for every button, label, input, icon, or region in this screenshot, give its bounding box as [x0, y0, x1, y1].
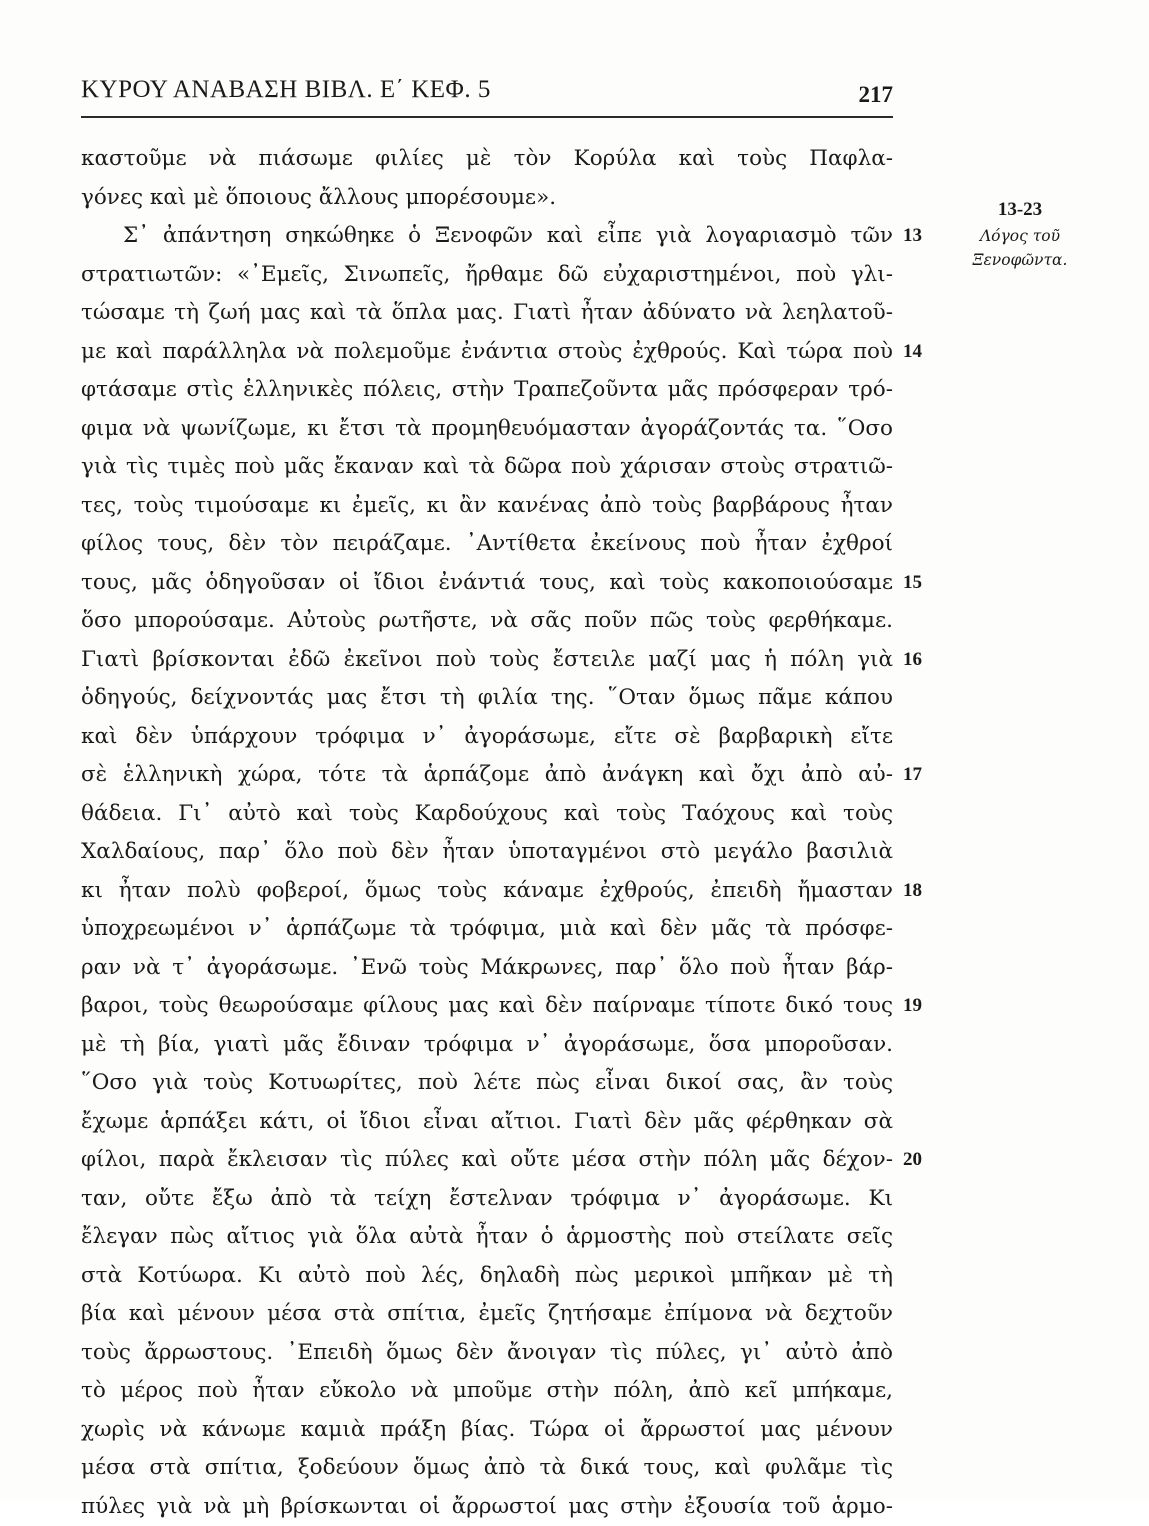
text-line: χωρὶς νὰ κάνωμε καμιὰ πράξη βίας. Τώρα οἱ ἄρρωστοί μας μένουν — [81, 1411, 893, 1450]
text-line: ὁδηγούς, δείχνοντάς μας ἔτσι τὴ φιλία της. ῞Οταν ὅμως πᾶμε κάπου — [81, 679, 893, 718]
text-line: Χαλδαίους, παρ᾿ ὅλο ποὺ δὲν ἦταν ὑποταγμένοι στὸ μεγάλο βασιλιὰ — [81, 833, 893, 872]
text-line: μὲ τὴ βία, γιατὶ μᾶς ἔδιναν τρόφιμα ν᾿ ἀγοράσωμε, ὅσα μποροῦσαν. — [81, 1026, 893, 1065]
text-line: τοὺς ἄρρωστους. ᾿Επειδὴ ὅμως δὲν ἄνοιγαν τὶς πύλες, γι᾿ αὐτὸ ἀπὸ — [81, 1334, 893, 1373]
section-number-19: 19 — [903, 987, 922, 1026]
side-note-title-line1: Λόγος τοῦ — [955, 224, 1085, 248]
side-note — [955, 196, 1085, 272]
text-line: σὲ ἑλληνικὴ χώρα, τότε τὰ ἁρπάζομε ἀπὸ ἀνάγκη καὶ ὄχι ἀπὸ αὐ- — [81, 756, 893, 795]
section-number-16: 16 — [903, 641, 922, 680]
text-line: βαροι, τοὺς θεωρούσαμε φίλους μας καὶ δὲν παίρναμε τίποτε δικό τους — [81, 987, 893, 1026]
text-line: βία καὶ μένουν μέσα στὰ σπίτια, ἐμεῖς ζητήσαμε ἐπίμονα νὰ δεχτοῦν — [81, 1295, 893, 1334]
text-line: ὅσο μπορούσαμε. Αὐτοὺς ρωτῆστε, νὰ σᾶς ποῦν πῶς τοὺς φερθήκαμε. — [81, 602, 893, 641]
side-note-title-line2: Ξενοφῶντα. — [955, 248, 1085, 272]
text-line: φίλος τους, δὲν τὸν πειράζαμε. ᾿Αντίθετα ἐκείνους ποὺ ἦταν ἐχθροί — [81, 525, 893, 564]
section-number-18: 18 — [903, 872, 922, 911]
text-line: καστοῦμε νὰ πιάσωμε φιλίες μὲ τὸν Κορύλα καὶ τοὺς Παφλα- — [81, 140, 893, 179]
text-line: γόνες καὶ μὲ ὅποιους ἄλλους μπορέσουμε». — [81, 179, 893, 218]
text-line: γιὰ τὶς τιμὲς ποὺ μᾶς ἔκαναν καὶ τὰ δῶρα ποὺ χάρισαν στοὺς στρατιῶ- — [81, 448, 893, 487]
text-line: καὶ δὲν ὑπάρχουν τρόφιμα ν᾿ ἀγοράσωμε, εἴτε σὲ βαρβαρικὴ εἴτε — [81, 718, 893, 757]
text-line: πύλες γιὰ νὰ μὴ βρίσκωνται οἱ ἄρρωστοί μας στὴν ἐξουσία τοῦ ἁρμο- — [81, 1488, 893, 1526]
text-line: Γιατὶ βρίσκονται ἐδῶ ἐκεῖνοι ποὺ τοὺς ἔστειλε μαζί μας ἡ πόλη γιὰ — [81, 641, 893, 680]
text-line: ῞Οσο γιὰ τοὺς Κοτυωρίτες, ποὺ λέτε πὼς εἶναι δικοί σας, ἂν τοὺς — [81, 1064, 893, 1103]
side-note-range: 13-23 — [955, 196, 1085, 224]
header-rule — [81, 116, 893, 118]
section-number-13: 13 — [903, 217, 922, 256]
text-line: μέσα στὰ σπίτια, ξοδεύουν ὅμως ἀπὸ τὰ δικά τους, καὶ φυλᾶμε τὶς — [81, 1449, 893, 1488]
text-line: Σ᾿ ἀπάντηση σηκώθηκε ὁ Ξενοφῶν καὶ εἶπε γιὰ λογαριασμὸ τῶν — [81, 217, 893, 256]
text-line: ταν, οὔτε ἔξω ἀπὸ τὰ τείχη ἔστελναν τρόφιμα ν᾿ ἀγοράσωμε. Κι — [81, 1180, 893, 1219]
text-line: στὰ Κοτύωρα. Κι αὐτὸ ποὺ λές, δηλαδὴ πὼς μερικοὶ μπῆκαν μὲ τὴ — [81, 1257, 893, 1296]
section-number-17: 17 — [903, 756, 922, 795]
text-line: φίλοι, παρὰ ἔκλεισαν τὶς πύλες καὶ οὔτε μέσα στὴν πόλη μᾶς δέχον- — [81, 1141, 893, 1180]
text-line: τώσαμε τὴ ζωή μας καὶ τὰ ὅπλα μας. Γιατὶ ἦταν ἀδύνατο νὰ λεηλατοῦ- — [81, 294, 893, 333]
text-line: με καὶ παράλληλα νὰ πολεμοῦμε ἐνάντια στοὺς ἐχθρούς. Καὶ τώρα ποὺ — [81, 333, 893, 372]
text-line: τους, μᾶς ὁδηγοῦσαν οἱ ἴδιοι ἐνάντιά τους, καὶ τοὺς κακοποιούσαμε — [81, 564, 893, 603]
section-number-20: 20 — [903, 1141, 922, 1180]
text-line: φιμα νὰ ψωνίζωμε, κι ἔτσι τὰ προμηθευόμασταν ἀγοράζοντάς τα. ῞Οσο — [81, 410, 893, 449]
text-line: ἔχωμε ἁρπάξει κάτι, οἱ ἴδιοι εἶναι αἴτιοι. Γιατὶ δὲν μᾶς φέρθηκαν σὰ — [81, 1103, 893, 1142]
text-line: ἔλεγαν πὼς αἴτιος γιὰ ὅλα αὐτὰ ἦταν ὁ ἁρμοστὴς ποὺ στείλατε σεῖς — [81, 1218, 893, 1257]
text-line: ραν νὰ τ᾿ ἀγοράσωμε. ᾿Ενῶ τοὺς Μάκρωνες, παρ᾿ ὅλο ποὺ ἦταν βάρ- — [81, 949, 893, 988]
running-head — [81, 72, 893, 112]
main-text — [81, 140, 893, 1526]
section-number-15: 15 — [903, 564, 922, 603]
page-number: 217 — [859, 82, 894, 108]
section-number-14: 14 — [903, 333, 922, 372]
text-line: τὸ μέρος ποὺ ἦταν εὔκολο νὰ μποῦμε στὴν πόλη, ἀπὸ κεῖ μπήκαμε, — [81, 1372, 893, 1411]
text-line: κι ἦταν πολὺ φοβεροί, ὅμως τοὺς κάναμε ἐχθρούς, ἐπειδὴ ἤμασταν — [81, 872, 893, 911]
running-title: ΚΥΡΟΥ ΑΝΑΒΑΣΗ ΒΙΒΛ. Ε΄ ΚΕΦ. 5 — [81, 76, 491, 104]
text-line: θάδεια. Γι᾿ αὐτὸ καὶ τοὺς Καρδούχους καὶ τοὺς Ταόχους καὶ τοὺς — [81, 795, 893, 834]
text-line: στρατιωτῶν: «᾿Εμεῖς, Σινωπεῖς, ἤρθαμε δῶ εὐχαριστημένοι, ποὺ γλι- — [81, 256, 893, 295]
text-line: φτάσαμε στὶς ἑλληνικὲς πόλεις, στὴν Τραπεζοῦντα μᾶς πρόσφεραν τρό- — [81, 371, 893, 410]
text-line: τες, τοὺς τιμούσαμε κι ἐμεῖς, κι ἂν κανένας ἀπὸ τοὺς βαρβάρους ἦταν — [81, 487, 893, 526]
text-line: ὑποχρεωμένοι ν᾿ ἁρπάζωμε τὰ τρόφιμα, μιὰ καὶ δὲν μᾶς τὰ πρόσφε- — [81, 910, 893, 949]
